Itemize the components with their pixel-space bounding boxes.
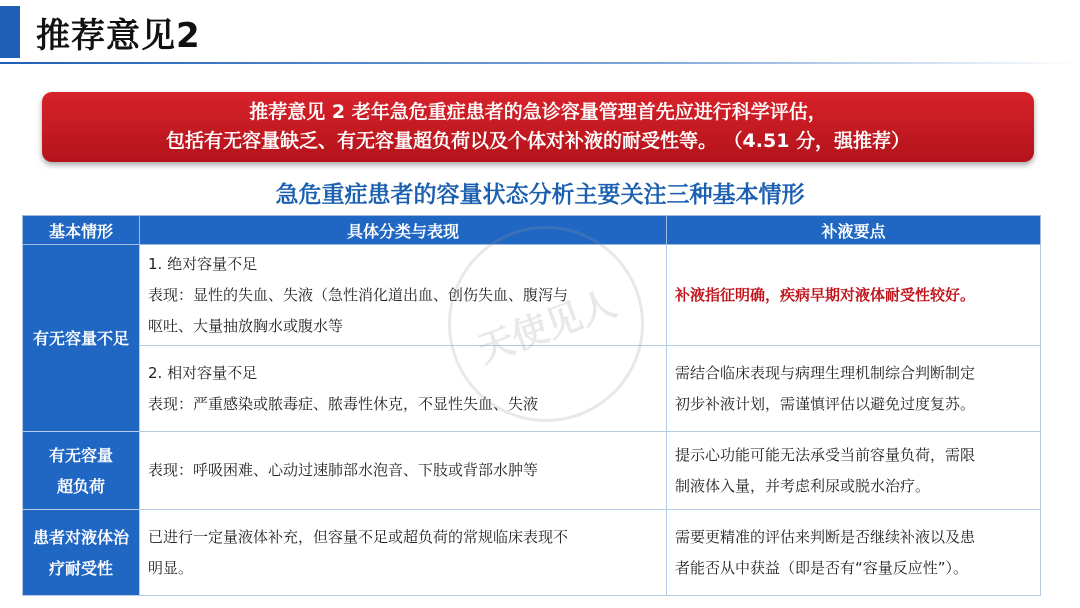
absolute-deficit-desc-a: 表现：显性的失血、失液（急性消化道出血、创伤失血、腹泻与	[148, 285, 569, 304]
header-fluid-points: 补液要点	[667, 216, 1041, 245]
table-header-row	[23, 216, 1041, 245]
banner-line-1: 推荐意见 2 老年急危重症患者的急诊容量管理首先应进行科学评估，	[249, 101, 827, 123]
row-category-volume-deficit: 有无容量不足	[23, 245, 140, 432]
table-row	[23, 510, 1041, 596]
overload-category-a: 有无容量	[48, 445, 113, 465]
header-classification: 具体分类与表现	[140, 216, 667, 245]
relative-deficit-desc: 表现：严重感染或脓毒症、脓毒性休克，不显性失血、失液	[148, 394, 539, 413]
table-row	[23, 245, 1041, 346]
cell-relative-deficit-point	[667, 346, 1041, 432]
tolerance-category-a: 患者对液体治	[32, 527, 129, 547]
banner-line-2: 包括有无容量缺乏、有无容量超负荷以及个体对补液的耐受性等。 （4.51 分，强推荐）	[165, 130, 911, 152]
row-category-volume-overload	[23, 432, 140, 510]
tolerance-desc-a: 已进行一定量液体补充，但容量不足或超负荷的常规临床表现不	[148, 527, 569, 546]
volume-status-table	[22, 215, 1041, 596]
relative-deficit-point-b: 初步补液计划，需谨慎评估以避免过度复苏。	[675, 394, 976, 413]
relative-deficit-title: 2. 相对容量不足	[148, 363, 258, 382]
cell-tolerance-point	[667, 510, 1041, 596]
tolerance-category-b: 疗耐受性	[48, 558, 113, 578]
row-category-tolerance	[23, 510, 140, 596]
cell-tolerance-desc	[140, 510, 667, 596]
overload-point-b: 制液体入量，并考虑利尿或脱水治疗。	[675, 476, 931, 495]
table-row	[23, 432, 1041, 510]
cell-relative-deficit	[140, 346, 667, 432]
relative-deficit-point-a: 需结合临床表现与病理生理机制综合判断制定	[675, 363, 976, 382]
absolute-deficit-title: 1. 绝对容量不足	[148, 254, 258, 273]
overload-point-a: 提示心功能可能无法承受当前容量负荷，需限	[675, 445, 976, 464]
cell-overload-desc: 表现：呼吸困难、心动过速肺部水泡音、下肢或背部水肿等	[140, 432, 667, 510]
watermark-text: 天使见人	[472, 282, 622, 371]
absolute-deficit-desc-b: 呕吐、大量抽放胸水或腹水等	[148, 316, 344, 335]
overload-category-b: 超负荷	[56, 476, 105, 496]
section-subtitle: 急危重症患者的容量状态分析主要关注三种基本情形	[275, 182, 805, 208]
title-accent-bar	[0, 6, 20, 58]
tolerance-point-a: 需要更精准的评估来判断是否继续补液以及患	[675, 527, 976, 546]
cell-overload-point	[667, 432, 1041, 510]
title-divider	[0, 62, 1080, 64]
tolerance-desc-b: 明显。	[148, 558, 194, 577]
cell-absolute-deficit	[140, 245, 667, 346]
tolerance-point-b: 者能否从中获益（即是否有“容量反应性”）。	[675, 558, 969, 577]
recommendation-banner	[42, 92, 1034, 162]
page-title: 推荐意见2	[36, 16, 201, 56]
header-basic-situation: 基本情形	[23, 216, 140, 245]
cell-absolute-deficit-point: 补液指征明确，疾病早期对液体耐受性较好。	[667, 245, 1041, 346]
table-row	[23, 346, 1041, 432]
